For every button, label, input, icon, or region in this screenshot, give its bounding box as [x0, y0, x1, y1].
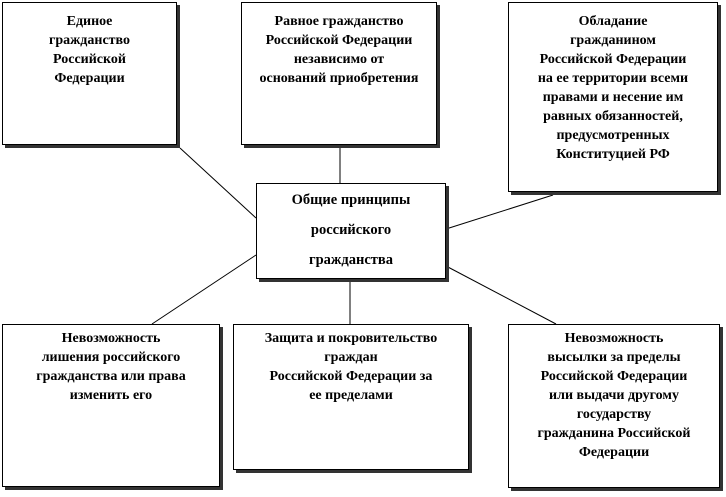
box-text-line: изменить его [69, 388, 153, 403]
box-text-line: Невозможность [564, 331, 664, 346]
center-text-line: гражданства [309, 252, 393, 268]
box-text-line: Российской Федерации за [269, 369, 433, 384]
box-bottom-left [2, 324, 220, 487]
box-text-line: Российской Федерации [265, 33, 413, 48]
connector-bottom-right [446, 266, 556, 324]
box-bottom-right [508, 324, 720, 488]
box-text-line: Защита и покровительство [264, 331, 438, 346]
connector-top-left [180, 148, 256, 218]
connector-top-right [446, 195, 553, 229]
box-text-line: высылки за пределы [547, 350, 681, 365]
box-text-line: государству [576, 407, 652, 422]
box-text-line: Российской Федерации [539, 52, 687, 67]
box-text-line: Невозможность [61, 331, 161, 346]
box-text-line: Федерации [578, 445, 650, 460]
box-text-line: ее пределами [309, 388, 393, 403]
center-text-line: Общие принципы [291, 192, 411, 208]
box-text-line: граждан [324, 350, 378, 365]
box-text-line: или выдачи другому [549, 388, 679, 403]
box-top-middle [241, 2, 437, 145]
box-text-line: Обладание [578, 14, 648, 29]
box-text-line: на ее территории всеми [537, 71, 689, 86]
box-text-line: гражданство [49, 33, 130, 48]
box-text-line: независимо от [293, 52, 385, 67]
box-text-line: лишения российского [41, 350, 181, 365]
box-text-line: Равное гражданство [274, 14, 404, 29]
box-text-line: Единое [66, 14, 113, 29]
center-text-line: российского [310, 222, 392, 238]
box-text-line: равных обязанностей, [543, 109, 683, 124]
box-text-line: Федерации [54, 71, 125, 86]
box-text-line: предусмотренных [556, 128, 670, 143]
box-text-line: Конституцией РФ [556, 147, 670, 162]
box-text-line: оснований приобретения [259, 71, 419, 86]
box-text-line: Российской [53, 52, 126, 67]
connector-bottom-left [152, 255, 256, 324]
box-text-line: правами и несение им [542, 90, 684, 105]
box-top-right [508, 2, 718, 192]
box-center [256, 183, 446, 279]
box-text-line: гражданства или права [36, 369, 186, 384]
box-bottom-middle [233, 324, 469, 470]
box-text-line: гражданином [570, 33, 656, 48]
box-text-line: гражданина Российской [537, 426, 691, 441]
box-text-line: Российской Федерации [540, 369, 688, 384]
box-top-left [2, 2, 177, 145]
